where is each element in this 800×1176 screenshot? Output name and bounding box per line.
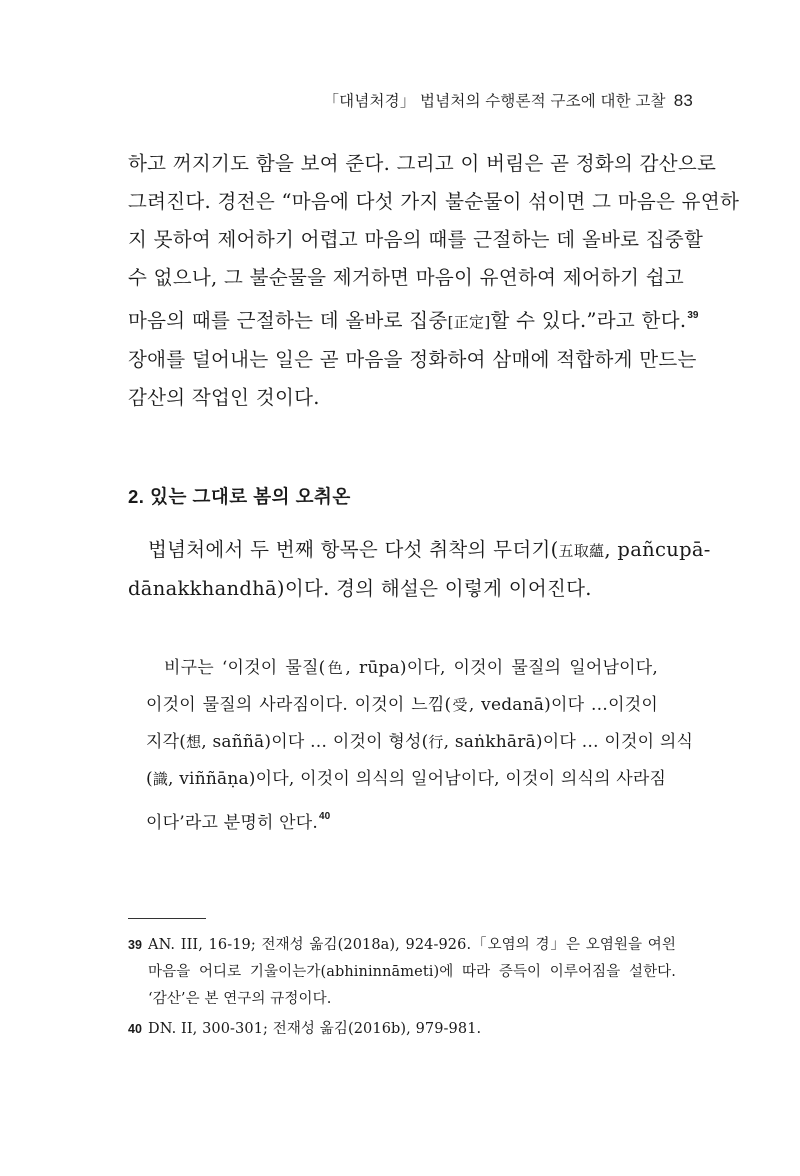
text-run: , saṅkhārā)이다 … 이것이 의식	[443, 732, 694, 752]
paragraph-line: dānakkhandhā)이다. 경의 해설은 이렇게 이어진다.	[128, 577, 592, 600]
text-run: , vedanā)이다 …이것이	[468, 695, 658, 715]
hanja-gloss: 五取蘊	[558, 542, 605, 560]
paragraph-line: 지 못하여 제어하기 어렵고 마음의 때를 근절하는 데 올바로 집중할	[128, 228, 704, 251]
hanja-gloss: 想	[186, 733, 202, 751]
text-run: , rūpa)이다, 이것이 물질의 일어남이다,	[345, 658, 658, 678]
quote-line	[146, 761, 667, 798]
text-run: 이다’라고 분명히 안다.	[146, 813, 319, 833]
hanja-gloss: [正定]	[447, 313, 491, 331]
quote-line	[146, 687, 658, 724]
text-run: 마음의 때를 근절하는 데 올바로 집중	[128, 309, 448, 332]
text-run: , viññāṇa)이다, 이것이 의식의 일어남이다, 이것이 의식의 사라짐	[168, 769, 667, 789]
text-run: 법념처에서 두 번째 항목은 다섯 취착의 무더기(	[148, 538, 559, 561]
text-run: 할 수 있다.”라고 한다.	[490, 309, 687, 332]
paragraph-line	[128, 297, 699, 341]
paragraph-line: 감산의 작업인 것이다.	[128, 386, 320, 409]
footnote-line: DN. II, 300-301; 전재성 옮김(2016b), 979-981.	[148, 1021, 482, 1037]
block-quote	[146, 650, 694, 842]
page-number: 83	[673, 91, 693, 110]
footnote-40	[128, 1016, 676, 1043]
footnote-line: 마음을 어디로 기울이는가(abhininnāmeti)에 따라 증득이 이루어짐을 설한다.	[148, 964, 676, 980]
footnotes	[128, 932, 676, 1043]
body-paragraph-2	[128, 531, 711, 608]
hanja-gloss: 行	[428, 733, 444, 751]
text-run: 이것이 물질의 사라짐이다. 이것이 느낌(	[146, 695, 452, 715]
footnote-ref-40[interactable]: 40	[319, 811, 331, 822]
body-paragraph-1	[128, 145, 740, 417]
text-run: 비구는 ‘이것이 물질(	[164, 658, 326, 678]
paragraph-line	[128, 531, 711, 570]
paragraph-line: 장애를 덜어내는 일은 곧 마음을 정화하여 삼매에 적합하게 만드는	[128, 348, 697, 371]
section-heading: 2. 있는 그대로 봄의 오취온	[128, 486, 351, 507]
hanja-gloss: 識	[152, 770, 169, 788]
text-run: , pañcupā-	[604, 538, 711, 561]
quote-line	[146, 798, 658, 842]
quote-line	[146, 724, 694, 761]
text-run: , saññā)이다 … 이것이 형성(	[201, 732, 429, 752]
footnote-number: 40	[128, 1022, 143, 1036]
running-title: 「대념처경」 법념처의 수행론적 구조에 대한 고찰	[323, 93, 666, 110]
footnote-divider	[128, 918, 206, 919]
running-header	[323, 89, 693, 111]
hanja-gloss: 色	[325, 659, 346, 677]
footnote-line: ‘감산’은 본 연구의 규정이다.	[148, 991, 332, 1007]
quote-line	[146, 650, 658, 687]
footnote-ref-39[interactable]: 39	[687, 310, 699, 321]
paragraph-line: 수 없으나, 그 불순물을 제거하면 마음이 유연하여 제어하기 쉽고	[128, 266, 685, 289]
text-run: (	[146, 769, 153, 789]
text-run: 지각(	[146, 732, 187, 752]
footnote-39	[128, 932, 676, 1013]
footnote-line: AN. III, 16-19; 전재성 옮김(2018a), 924-926.「오염의 경」은 오염원을 여읜	[148, 937, 676, 953]
paragraph-line: 하고 꺼지기도 함을 보여 준다. 그리고 이 버림은 곧 정화의 감산으로	[128, 152, 717, 175]
footnote-number: 39	[128, 938, 143, 952]
paragraph-line: 그려진다. 경전은 “마음에 다섯 가지 불순물이 섞이면 그 마음은 유연하	[128, 190, 740, 213]
hanja-gloss: 受	[451, 696, 469, 714]
